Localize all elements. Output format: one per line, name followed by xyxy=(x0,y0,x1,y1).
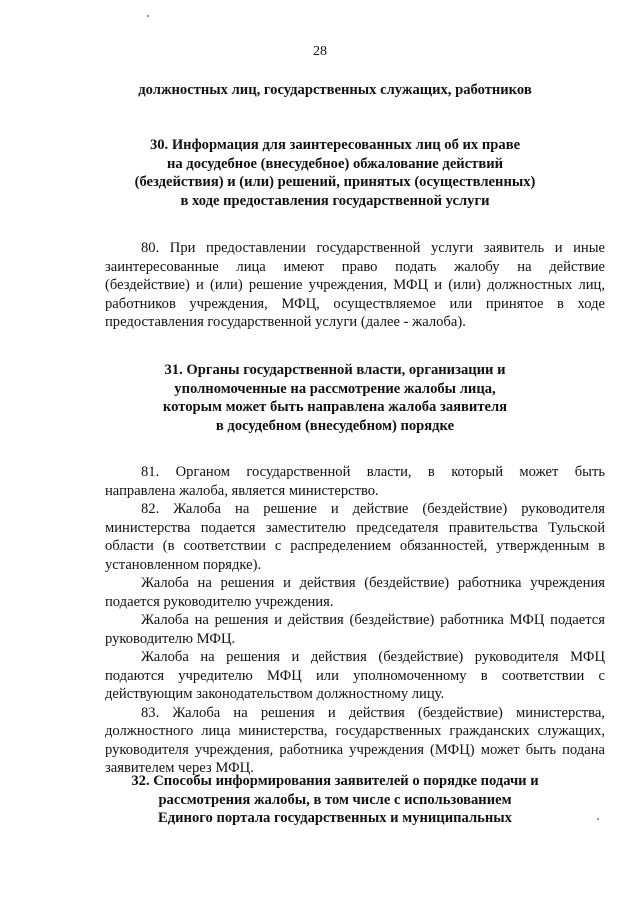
heading-continuation: должностных лиц, государственных служащих, работников xyxy=(138,82,532,98)
scan-speck xyxy=(597,818,599,820)
paragraphs-81-83 xyxy=(105,463,605,778)
paragraph-82-mfc-employee: Жалоба на решения и действия (бездействие) работника МФЦ подается руководителю МФЦ. xyxy=(105,612,605,647)
paragraph-82-employee: Жалоба на решения и действия (бездействие) работника учреждения подается руководителю учреждения. xyxy=(105,575,605,610)
paragraph-80: 80. При предоставлении государственной услуги заявитель и иные заинтересованные лица имеют право подать жалобу на действие (бездействие) и (или) решение учреждения, МФЦ и (или) должностных лиц, работников учреждения, МФЦ, осуществляемое или принятое в ходе предоставления государственной услуги (далее - жалоба). xyxy=(105,240,605,330)
scan-speck xyxy=(147,15,149,17)
paragraph-81: 81. Органом государственной власти, в который может быть направлена жалоба, является министерство. xyxy=(105,464,605,499)
section-30-heading: 30. Информация для заинтересованных лиц об их праве на досудебное (внесудебное) обжалование действий (бездействия) и (или) решений, принятых (осуществленных) в ходе предоставления государственной услуги xyxy=(134,137,536,209)
section-31-heading: 31. Органы государственной власти, организации и уполномоченные на рассмотрение жалобы лица, которым может быть направлена жалоба заявителя в досудебном (внесудебном) порядке xyxy=(162,362,508,434)
page-number: 28 xyxy=(313,44,327,59)
paragraph-83: 83. Жалоба на решения и действия (бездействие) министерства, должностного лица министерства, государственных гражданских служащих, руководителя учреждения, работника учреждения (МФЦ) может быть подана заявителем через МФЦ. xyxy=(105,704,605,776)
paragraph-82: 82. Жалоба на решение и действие (бездействие) руководителя министерства подается заместителю председателя правительства Тульской области (в соответствии с распределением обязанностей, утвержденным в установленном порядке). xyxy=(105,501,605,573)
section-32-heading: 32. Способы информирования заявителей о порядке подачи и рассмотрения жалобы, в том числе с использованием Единого портала государственных и муниципальных xyxy=(131,773,539,826)
paragraph-82-mfc-head: Жалоба на решения и действия (бездействие) руководителя МФЦ подаются учредителю МФЦ или уполномоченному в соответствии с действующим законодательством должностному лицу. xyxy=(105,649,605,702)
